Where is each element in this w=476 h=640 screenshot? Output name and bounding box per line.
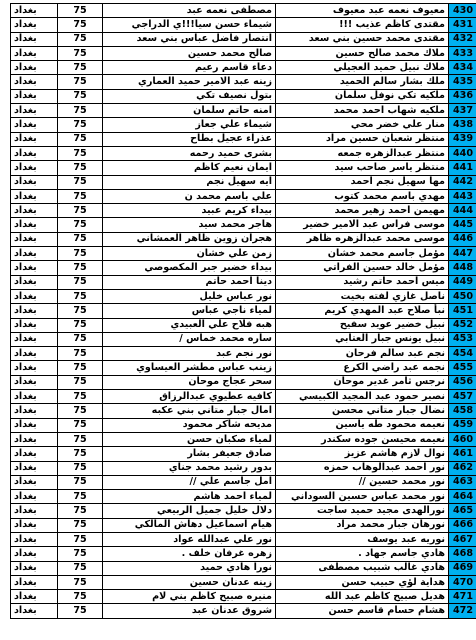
row-number-cell: 459: [449, 418, 476, 432]
row-number-cell: 444: [449, 204, 476, 218]
guardian-name-cell: مديحه شاكر محمود: [103, 418, 276, 432]
city-cell: بغداد: [11, 418, 58, 432]
city-cell: بغداد: [11, 475, 58, 489]
student-name-cell: نبيل يونس جبار العتابي: [276, 332, 449, 346]
table-row: [11, 161, 476, 175]
city-cell: بغداد: [11, 118, 58, 132]
table-row: [11, 447, 476, 461]
city-cell: بغداد: [11, 361, 58, 375]
city-cell: بغداد: [11, 490, 58, 504]
student-name-cell: هديل صبيح كاظم عبد الله: [276, 590, 449, 604]
student-name-cell: مؤمل جاسم محمد خشان: [276, 247, 449, 261]
guardian-name-cell: زهره غرفان خلف .: [103, 547, 276, 561]
guardian-name-cell: بتول نصيف تكي: [103, 89, 276, 103]
row-number-cell: 470: [449, 575, 476, 589]
score-cell: 75: [58, 575, 103, 589]
row-number-cell: 460: [449, 432, 476, 446]
guardian-name-cell: لمياء صكبان حسن: [103, 432, 276, 446]
student-name-cell: مهيمن احمد زهير محمد: [276, 204, 449, 218]
row-number-cell: 446: [449, 232, 476, 246]
table-row: [11, 204, 476, 218]
city-cell: بغداد: [11, 375, 58, 389]
guardian-name-cell: كافيه عطيوي عبدالرزاق: [103, 390, 276, 404]
row-number-cell: 466: [449, 518, 476, 532]
student-name-cell: منتظر ياسر صاحب سيد: [276, 161, 449, 175]
student-name-cell: منتظر شعبان حسين مراد: [276, 132, 449, 146]
student-name-cell: ملاك محمد صالح حسين: [276, 46, 449, 60]
guardian-name-cell: زينب عباس مطشر العيساوي: [103, 361, 276, 375]
score-cell: 75: [58, 518, 103, 532]
city-cell: بغداد: [11, 89, 58, 103]
city-cell: بغداد: [11, 518, 58, 532]
row-number-cell: 448: [449, 261, 476, 275]
city-cell: بغداد: [11, 547, 58, 561]
row-number-cell: 458: [449, 404, 476, 418]
score-cell: 75: [58, 361, 103, 375]
student-name-cell: نوال لازم هاشم عزيز: [276, 447, 449, 461]
table-row: [11, 332, 476, 346]
score-cell: 75: [58, 32, 103, 46]
score-cell: 75: [58, 504, 103, 518]
city-cell: بغداد: [11, 146, 58, 160]
table-row: [11, 575, 476, 589]
row-number-cell: 449: [449, 275, 476, 289]
table-row: [11, 561, 476, 575]
score-cell: 75: [58, 547, 103, 561]
table-row: [11, 590, 476, 604]
city-cell: بغداد: [11, 46, 58, 60]
row-number-cell: 442: [449, 175, 476, 189]
student-name-cell: نور احمد عبدالوهاب حمزه: [276, 461, 449, 475]
student-name-cell: نور محمد حسين //: [276, 475, 449, 489]
city-cell: بغداد: [11, 304, 58, 318]
row-number-cell: 433: [449, 46, 476, 60]
table-row: [11, 461, 476, 475]
city-cell: بغداد: [11, 604, 58, 618]
score-cell: 75: [58, 390, 103, 404]
score-cell: 75: [58, 61, 103, 75]
table-row: [11, 189, 476, 203]
guardian-name-cell: هبه فلاح علي العبيدي: [103, 318, 276, 332]
guardian-name-cell: امل جاسم علي //: [103, 475, 276, 489]
guardian-name-cell: لمياء ناجي عباس: [103, 304, 276, 318]
guardian-name-cell: انتصار فاضل عباس بني سعد: [103, 32, 276, 46]
city-cell: بغداد: [11, 61, 58, 75]
student-name-cell: هادي جاسم جهاد .: [276, 547, 449, 561]
row-number-cell: 454: [449, 347, 476, 361]
score-cell: 75: [58, 247, 103, 261]
city-cell: بغداد: [11, 104, 58, 118]
city-cell: بغداد: [11, 347, 58, 361]
table-row: [11, 232, 476, 246]
score-cell: 75: [58, 561, 103, 575]
student-name-cell: مها سهيل نجم احمد: [276, 175, 449, 189]
table-row: [11, 247, 476, 261]
score-cell: 75: [58, 275, 103, 289]
student-name-cell: هشام حسام قاسم حسن: [276, 604, 449, 618]
city-cell: بغداد: [11, 504, 58, 518]
table-row: [11, 418, 476, 432]
city-cell: بغداد: [11, 318, 58, 332]
score-cell: 75: [58, 375, 103, 389]
row-number-cell: 471: [449, 590, 476, 604]
row-number-cell: 439: [449, 132, 476, 146]
row-number-cell: 469: [449, 561, 476, 575]
city-cell: بغداد: [11, 289, 58, 303]
score-cell: 75: [58, 404, 103, 418]
table-row: [11, 118, 476, 132]
guardian-name-cell: ايمان نعيم كاظم: [103, 161, 276, 175]
city-cell: بغداد: [11, 461, 58, 475]
city-cell: بغداد: [11, 404, 58, 418]
table-row: [11, 390, 476, 404]
student-name-cell: نبيل خضير عويد سفيح: [276, 318, 449, 332]
city-cell: بغداد: [11, 447, 58, 461]
student-name-cell: نعيمه محمود طه ياسين: [276, 418, 449, 432]
city-cell: بغداد: [11, 332, 58, 346]
student-name-cell: نوريه عبد يوسف: [276, 532, 449, 546]
row-number-cell: 437: [449, 104, 476, 118]
guardian-name-cell: منيره صبيح كاظم بني لام: [103, 590, 276, 604]
city-cell: بغداد: [11, 432, 58, 446]
student-name-cell: نبأ صلاح عبد المهدي كريم: [276, 304, 449, 318]
score-cell: 75: [58, 318, 103, 332]
student-name-cell: ناصل غازي لفته بخيت: [276, 289, 449, 303]
table-row: [11, 518, 476, 532]
guardian-name-cell: عذراء عجيل بطاح: [103, 132, 276, 146]
row-number-cell: 472: [449, 604, 476, 618]
city-cell: بغداد: [11, 189, 58, 203]
city-cell: بغداد: [11, 390, 58, 404]
city-cell: بغداد: [11, 275, 58, 289]
score-cell: 75: [58, 18, 103, 32]
student-name-cell: مهدي باسم محمد كتوب: [276, 189, 449, 203]
row-number-cell: 443: [449, 189, 476, 203]
score-cell: 75: [58, 75, 103, 89]
city-cell: بغداد: [11, 247, 58, 261]
table-row: [11, 318, 476, 332]
guardian-name-cell: سحر عجاج موحان: [103, 375, 276, 389]
student-name-cell: نورالهدى مجيد حميد ساجت: [276, 504, 449, 518]
row-number-cell: 467: [449, 532, 476, 546]
table-row: [11, 361, 476, 375]
row-number-cell: 434: [449, 61, 476, 75]
score-cell: 75: [58, 161, 103, 175]
score-cell: 75: [58, 204, 103, 218]
row-number-cell: 450: [449, 289, 476, 303]
student-name-cell: نجمه عبد راضي الكرع: [276, 361, 449, 375]
guardian-name-cell: ايه سهيل نجم: [103, 175, 276, 189]
guardian-name-cell: علي باسم محمد ن: [103, 189, 276, 203]
student-name-cell: نور محمد عباس حسين السوداني: [276, 490, 449, 504]
student-name-cell: نورهان جبار محمد مراد: [276, 518, 449, 532]
guardian-name-cell: نور عباس خليل: [103, 289, 276, 303]
score-cell: 75: [58, 490, 103, 504]
guardian-name-cell: نور علي عبدالله عواد: [103, 532, 276, 546]
score-cell: 75: [58, 289, 103, 303]
table-row: [11, 375, 476, 389]
guardian-name-cell: امنه حاتم سلمان: [103, 104, 276, 118]
table-row: [11, 146, 476, 160]
table-row: [11, 475, 476, 489]
city-cell: بغداد: [11, 261, 58, 275]
score-cell: 75: [58, 104, 103, 118]
city-cell: بغداد: [11, 175, 58, 189]
score-cell: 75: [58, 432, 103, 446]
table-row: [11, 261, 476, 275]
student-name-cell: موسى محمد عبدالزهره ظاهر: [276, 232, 449, 246]
score-cell: 75: [58, 332, 103, 346]
score-cell: 75: [58, 189, 103, 203]
score-cell: 75: [58, 304, 103, 318]
guardian-name-cell: ساره محمد خماس /: [103, 332, 276, 346]
table-row: [11, 4, 476, 18]
table-row: [11, 18, 476, 32]
score-cell: 75: [58, 132, 103, 146]
student-name-cell: ميس احمد حاتم رشيد: [276, 275, 449, 289]
guardian-name-cell: زينه عدنان حسين: [103, 575, 276, 589]
guardian-name-cell: دلال خليل جميل الربيعي: [103, 504, 276, 518]
row-number-cell: 452: [449, 318, 476, 332]
guardian-name-cell: امال جبار متاني بني عكبه: [103, 404, 276, 418]
city-cell: بغداد: [11, 204, 58, 218]
student-name-cell: هادي غالب شبيب مصطفى: [276, 561, 449, 575]
student-name-cell: مقتدى محمد حسين بني سعد: [276, 32, 449, 46]
guardian-name-cell: زينه عبد الامير حميد العماري: [103, 75, 276, 89]
score-cell: 75: [58, 146, 103, 160]
table-row: [11, 547, 476, 561]
table-row: [11, 347, 476, 361]
table-row: [11, 289, 476, 303]
guardian-name-cell: مصطفى نعمه عبد: [103, 4, 276, 18]
city-cell: بغداد: [11, 32, 58, 46]
table-row: [11, 75, 476, 89]
score-cell: 75: [58, 418, 103, 432]
table-row: [11, 218, 476, 232]
student-name-cell: مقتدى كاظم عذيب !!!: [276, 18, 449, 32]
guardian-name-cell: بيداء خضير جبر المكصوصي: [103, 261, 276, 275]
table-row: [11, 532, 476, 546]
row-number-cell: 461: [449, 447, 476, 461]
row-number-cell: 436: [449, 89, 476, 103]
student-name-cell: ملكيه تكي نوفل سلمان: [276, 89, 449, 103]
table-row: [11, 132, 476, 146]
city-cell: بغداد: [11, 218, 58, 232]
guardian-name-cell: صالح محمد حسين: [103, 46, 276, 60]
student-name-cell: نصير حمود عبد المجيد الكبيسي: [276, 390, 449, 404]
guardian-name-cell: بدور رشيد محمد جناي: [103, 461, 276, 475]
table-row: [11, 404, 476, 418]
student-name-cell: ملكيه شهاب احمد محمد: [276, 104, 449, 118]
student-name-cell: منتظر عبدالزهره جمعه: [276, 146, 449, 160]
student-name-cell: ملك بشار سالم الحميد: [276, 75, 449, 89]
score-cell: 75: [58, 604, 103, 618]
student-name-cell: مؤمل خالد حسين الفراتي: [276, 261, 449, 275]
table-row: [11, 104, 476, 118]
guardian-name-cell: دينا احمد حاتم: [103, 275, 276, 289]
city-cell: بغداد: [11, 75, 58, 89]
row-number-cell: 462: [449, 461, 476, 475]
row-number-cell: 440: [449, 146, 476, 160]
table-row: [11, 61, 476, 75]
row-number-cell: 438: [449, 118, 476, 132]
table-row: [11, 604, 476, 618]
student-name-cell: موسى فراس عبد الامير خضير: [276, 218, 449, 232]
score-cell: 75: [58, 447, 103, 461]
guardian-name-cell: صادق جعيفر بشار: [103, 447, 276, 461]
guardian-name-cell: بيداء كريم عبيد: [103, 204, 276, 218]
city-cell: بغداد: [11, 232, 58, 246]
score-cell: 75: [58, 232, 103, 246]
table-row: [11, 304, 476, 318]
student-name-cell: نرجس ثامر غدير موحان: [276, 375, 449, 389]
row-number-cell: 457: [449, 390, 476, 404]
row-number-cell: 464: [449, 490, 476, 504]
guardian-name-cell: نور نجم عبد: [103, 347, 276, 361]
guardian-name-cell: نورا هادي حميد: [103, 561, 276, 575]
student-name-cell: نجم عبد سالم فرحان: [276, 347, 449, 361]
student-name-cell: ملاك نبيل حميد العجيلي: [276, 61, 449, 75]
student-name-cell: نعيمه محيسن جوده سكندر: [276, 432, 449, 446]
score-cell: 75: [58, 347, 103, 361]
score-cell: 75: [58, 4, 103, 18]
city-cell: بغداد: [11, 561, 58, 575]
row-number-cell: 456: [449, 375, 476, 389]
city-cell: بغداد: [11, 575, 58, 589]
student-name-cell: هداية لؤي حبيب حسن: [276, 575, 449, 589]
student-name-cell: معيوف نعمه عبد معيوف: [276, 4, 449, 18]
student-name-cell: منار علي خضر محي: [276, 118, 449, 132]
score-cell: 75: [58, 532, 103, 546]
row-number-cell: 453: [449, 332, 476, 346]
guardian-name-cell: بشرى حميد رحمه: [103, 146, 276, 160]
city-cell: بغداد: [11, 161, 58, 175]
names-table-body: [11, 4, 476, 619]
row-number-cell: 431: [449, 18, 476, 32]
score-cell: 75: [58, 89, 103, 103]
score-cell: 75: [58, 46, 103, 60]
table-row: [11, 432, 476, 446]
table-row: [11, 490, 476, 504]
guardian-name-cell: هيام اسماعيل دهاش المالكي: [103, 518, 276, 532]
row-number-cell: 468: [449, 547, 476, 561]
score-cell: 75: [58, 175, 103, 189]
score-cell: 75: [58, 118, 103, 132]
guardian-name-cell: زمن علي خشان: [103, 247, 276, 261]
guardian-name-cell: شيماء علي جعاز: [103, 118, 276, 132]
guardian-name-cell: هاجر محمد سيد: [103, 218, 276, 232]
student-name-cell: نضال جبار متاني محسن: [276, 404, 449, 418]
city-cell: بغداد: [11, 532, 58, 546]
score-cell: 75: [58, 261, 103, 275]
table-row: [11, 504, 476, 518]
guardian-name-cell: هجران زوين ظاهر العمشاني: [103, 232, 276, 246]
row-number-cell: 430: [449, 4, 476, 18]
row-number-cell: 432: [449, 32, 476, 46]
row-number-cell: 445: [449, 218, 476, 232]
guardian-name-cell: دعاء قاسم رعيم: [103, 61, 276, 75]
row-number-cell: 465: [449, 504, 476, 518]
table-row: [11, 32, 476, 46]
city-cell: بغداد: [11, 18, 58, 32]
guardian-name-cell: لمياء احمد هاشم: [103, 490, 276, 504]
guardian-name-cell: شيماء حسن سيا!!!ي الدراجي: [103, 18, 276, 32]
row-number-cell: 447: [449, 247, 476, 261]
table-row: [11, 175, 476, 189]
score-cell: 75: [58, 218, 103, 232]
table-row: [11, 89, 476, 103]
row-number-cell: 451: [449, 304, 476, 318]
row-number-cell: 441: [449, 161, 476, 175]
row-number-cell: 455: [449, 361, 476, 375]
city-cell: بغداد: [11, 132, 58, 146]
city-cell: بغداد: [11, 590, 58, 604]
score-cell: 75: [58, 590, 103, 604]
row-number-cell: 435: [449, 75, 476, 89]
guardian-name-cell: شروق عدنان عبد: [103, 604, 276, 618]
row-number-cell: 463: [449, 475, 476, 489]
table-row: [11, 275, 476, 289]
names-table: [10, 3, 476, 619]
score-cell: 75: [58, 461, 103, 475]
score-cell: 75: [58, 475, 103, 489]
table-row: [11, 46, 476, 60]
city-cell: بغداد: [11, 4, 58, 18]
